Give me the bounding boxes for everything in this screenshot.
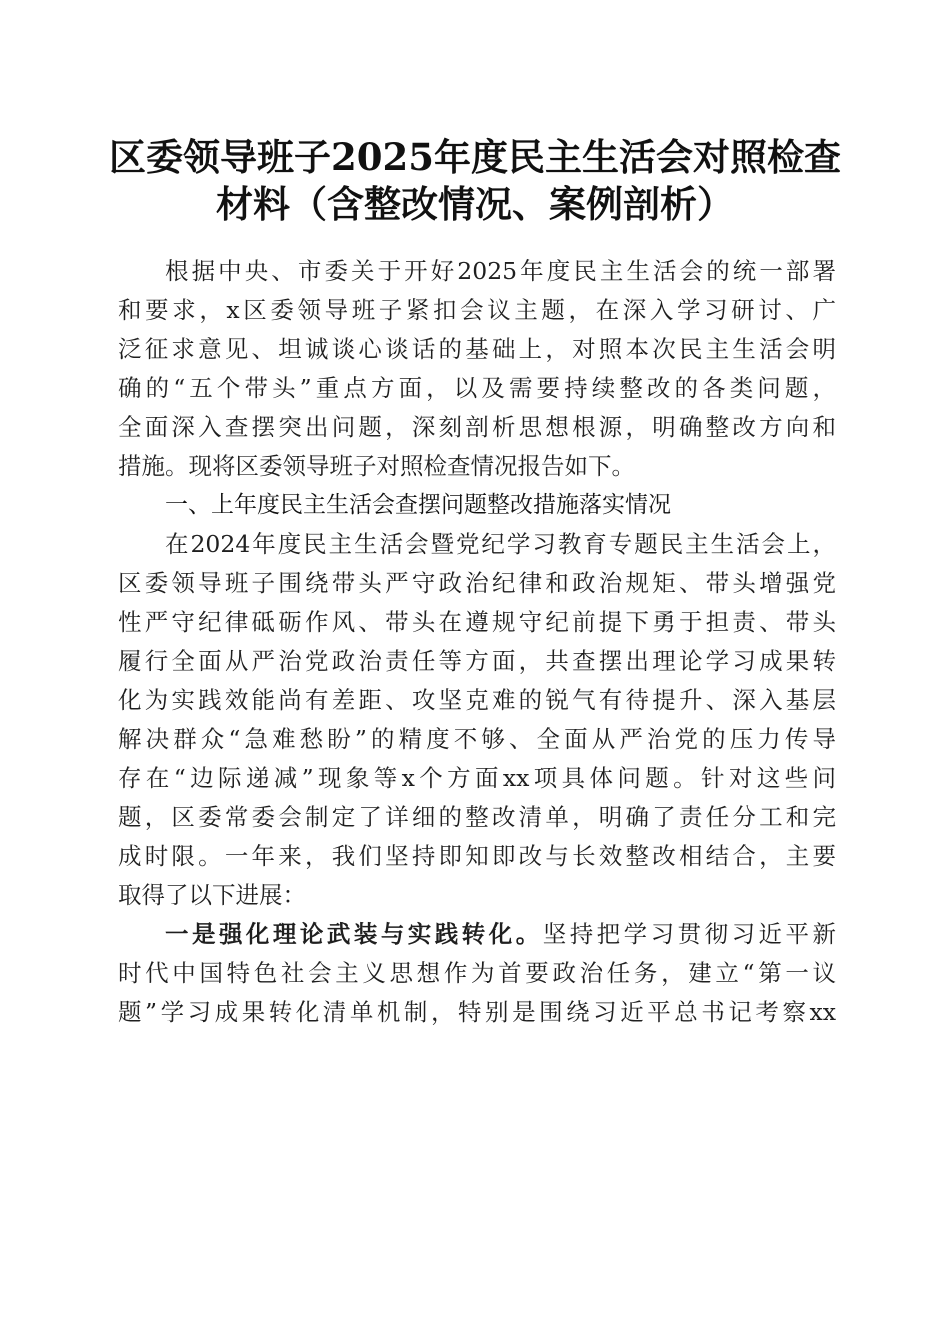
paragraph-2-line-9: 成时限。一年来，我们坚持即知即改与长效整改相结合，主要 bbox=[118, 842, 836, 870]
paragraph-3-line-2: 时代中国特色社会主义思想作为首要政治任务，建立“第一议 bbox=[118, 959, 836, 987]
paragraph-2-line-7: 存在“边际递减”现象等x个方面xx项具体问题。针对这些问 bbox=[118, 764, 836, 792]
paragraph-1-line-3: 泛征求意见、坦诚谈心谈话的基础上，对照本次民主生活会明 bbox=[118, 335, 836, 363]
paragraph-1-line-4: 确的“五个带头”重点方面，以及需要持续整改的各类问题， bbox=[118, 374, 836, 402]
paragraph-2-line-8: 题，区委常委会制定了详细的整改清单，明确了责任分工和完 bbox=[118, 803, 836, 831]
paragraph-2-line-2: 区委领导班子围绕带头严守政治纪律和政治规矩、带头增强党 bbox=[118, 569, 836, 597]
paragraph-3-line-3: 题”学习成果转化清单机制，特别是围绕习近平总书记考察xx bbox=[118, 998, 836, 1026]
paragraph-2-line-4: 履行全面从严治党政治责任等方面，共查摆出理论学习成果转 bbox=[118, 647, 836, 675]
title-line-2: 材料（含整改情况、案例剖析） bbox=[216, 182, 734, 226]
paragraph-1-line-2: 和要求，x区委领导班子紧扣会议主题，在深入学习研讨、广 bbox=[118, 296, 836, 324]
document-title bbox=[100, 134, 850, 228]
paragraph-2-line-1: 在2024年度民主生活会暨党纪学习教育专题民主生活会上， bbox=[165, 530, 836, 558]
paragraph-2-line-6: 解决群众“急难愁盼”的精度不够、全面从严治党的压力传导 bbox=[118, 725, 836, 753]
paragraph-1-line-6: 措施。现将区委领导班子对照检查情况报告如下。 bbox=[118, 452, 635, 480]
paragraph-1-line-1: 根据中央、市委关于开好2025年度民主生活会的统一部署 bbox=[165, 257, 836, 285]
paragraph-2-line-10: 取得了以下进展： bbox=[118, 881, 306, 909]
paragraph-3-line-1-rest: 坚持把学习贯彻习近平新 bbox=[542, 920, 837, 948]
paragraph-2-line-5: 化为实践效能尚有差距、攻坚克难的锐气有待提升、深入基层 bbox=[118, 686, 836, 714]
paragraph-2-line-3: 性严守纪律砥砺作风、带头在遵规守纪前提下勇于担责、带头 bbox=[118, 608, 836, 636]
paragraph-3-lead: 一是强化理论武装与实践转化。 bbox=[165, 920, 543, 948]
paragraph-3-line-1 bbox=[118, 915, 836, 954]
section-heading-1: 一、上年度民主生活会查摆问题整改措施落实情况 bbox=[165, 492, 671, 518]
title-line-1: 区委领导班子2025年度民主生活会对照检查 bbox=[109, 135, 841, 179]
paragraph-1-line-5: 全面深入查摆突出问题，深刻剖析思想根源，明确整改方向和 bbox=[118, 413, 836, 441]
document-body bbox=[118, 252, 836, 1032]
